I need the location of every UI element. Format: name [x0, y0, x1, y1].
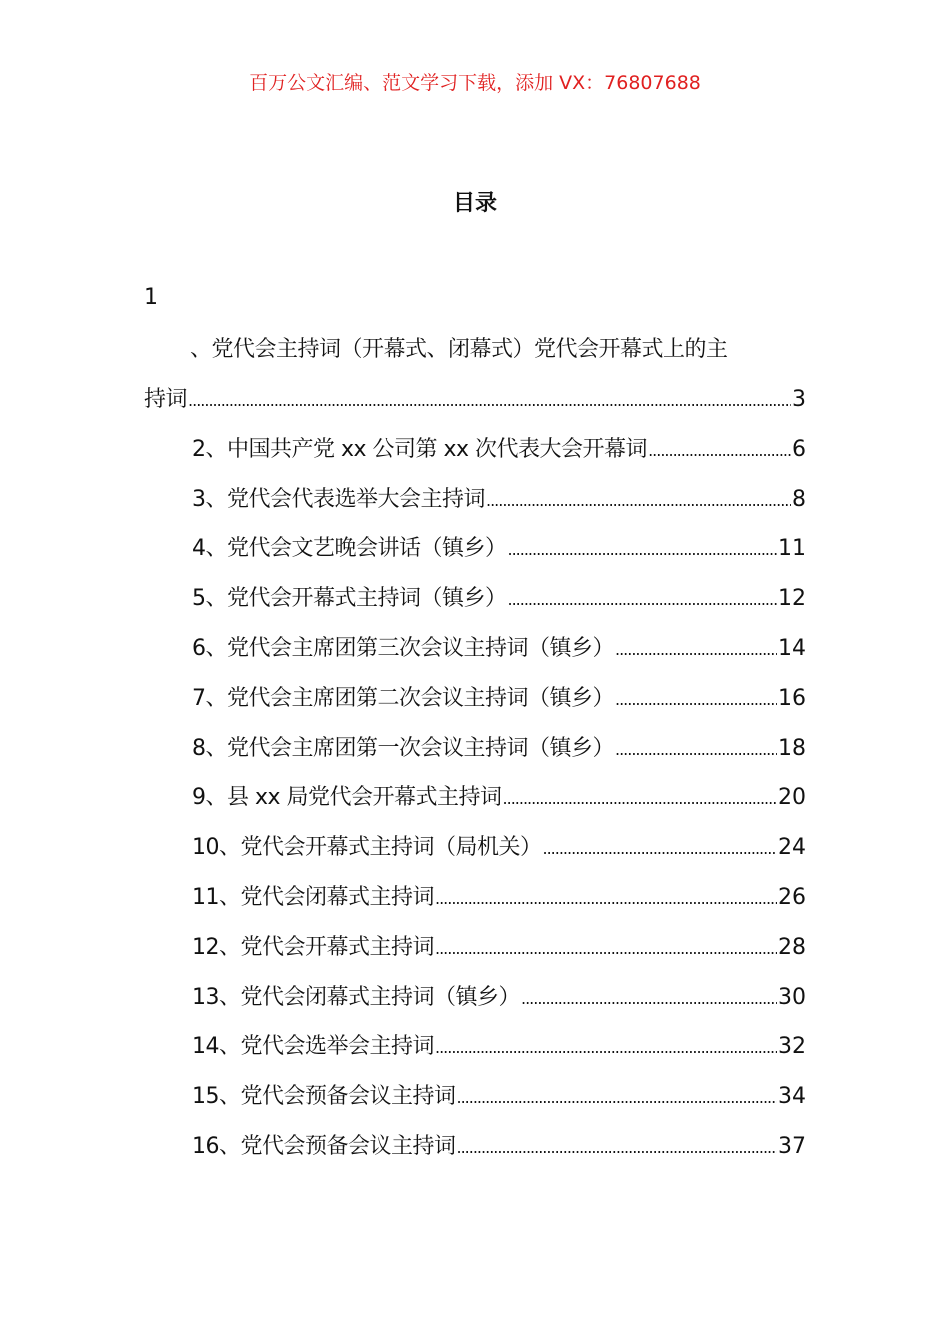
dot-leader: [457, 1081, 778, 1114]
toc-entry-page: 28: [778, 934, 806, 960]
dot-leader: [615, 683, 777, 716]
toc-entry-label: 7、党代会主席团第二次会议主持词（镇乡）: [192, 685, 614, 711]
toc-entry-9[interactable]: [144, 782, 806, 832]
toc-entry-page: 34: [778, 1084, 806, 1110]
toc-entry-14[interactable]: [144, 1031, 806, 1081]
toc-entry-page: 6: [792, 436, 806, 462]
toc-entry-label: 4、党代会文艺晚会讲话（镇乡）: [192, 536, 507, 562]
toc-entry-label: 5、党代会开幕式主持词（镇乡）: [192, 586, 507, 612]
table-of-contents: [144, 334, 806, 1181]
toc-entry-5[interactable]: [144, 583, 806, 633]
toc-entry-13[interactable]: [144, 982, 806, 1032]
dot-leader: [188, 384, 791, 417]
dot-leader: [521, 982, 777, 1015]
toc-entry-page: 18: [778, 735, 806, 761]
toc-entry-page: 20: [778, 785, 806, 811]
toc-entry-page: 37: [778, 1133, 806, 1159]
toc-entry-16[interactable]: [144, 1131, 806, 1181]
toc-entry-10[interactable]: [144, 832, 806, 882]
toc-entry-page: 24: [778, 835, 806, 861]
dot-leader: [543, 832, 778, 865]
toc-entry-page: 32: [778, 1034, 806, 1060]
toc-entry-1-number: 1: [144, 285, 158, 310]
toc-entry-label: 2、中国共产党 xx 公司第 xx 次代表大会开幕词: [192, 436, 648, 462]
dot-leader: [508, 533, 778, 566]
toc-entry-label: 8、党代会主席团第一次会议主持词（镇乡）: [192, 735, 614, 761]
toc-entry-8[interactable]: [144, 733, 806, 783]
dot-leader: [615, 633, 777, 666]
toc-entry-label: 16、党代会预备会议主持词: [192, 1133, 456, 1159]
dot-leader: [435, 1031, 777, 1064]
toc-entry-3[interactable]: [144, 484, 806, 534]
toc-entry-label: 9、县 xx 局党代会开幕式主持词: [192, 785, 502, 811]
toc-entry-label: 3、党代会代表选举大会主持词: [192, 486, 485, 512]
watermark-header: 百万公文汇编、范文学习下载，添加 VX：76807688: [249, 72, 701, 94]
toc-entry-page: 14: [778, 635, 806, 661]
toc-entry-4[interactable]: [144, 533, 806, 583]
toc-entry-label: 持词: [144, 387, 188, 412]
toc-entry-15[interactable]: [144, 1081, 806, 1131]
toc-entry-page: 11: [778, 536, 806, 562]
toc-entry-11[interactable]: [144, 882, 806, 932]
toc-entry-label: 12、党代会开幕式主持词: [192, 934, 434, 960]
toc-entry-label: 11、党代会闭幕式主持词: [192, 884, 434, 910]
toc-entry-label: 13、党代会闭幕式主持词（镇乡）: [192, 984, 520, 1010]
dot-leader: [508, 583, 778, 616]
toc-entry-label: 14、党代会选举会主持词: [192, 1034, 434, 1060]
toc-entry-1-line1: 、党代会主持词（开幕式、闭幕式）党代会开幕式上的主: [190, 337, 728, 362]
toc-entry-page: 3: [792, 387, 806, 412]
dot-leader: [486, 484, 791, 517]
page-title: 目录: [452, 191, 497, 216]
toc-entry-2[interactable]: [144, 434, 806, 484]
dot-leader: [457, 1131, 778, 1164]
toc-entry-label: 15、党代会预备会议主持词: [192, 1084, 456, 1110]
toc-entry-page: 30: [778, 984, 806, 1010]
toc-entry-1[interactable]: [144, 384, 806, 434]
dot-leader: [435, 932, 777, 965]
toc-entry-7[interactable]: [144, 683, 806, 733]
toc-entry-page: 8: [792, 486, 806, 512]
toc-entry-label: 10、党代会开幕式主持词（局机关）: [192, 835, 542, 861]
dot-leader: [435, 882, 777, 915]
dot-leader: [615, 733, 777, 766]
toc-entry-12[interactable]: [144, 932, 806, 982]
toc-entry-6[interactable]: [144, 633, 806, 683]
dot-leader: [503, 782, 777, 815]
toc-entry-label: 6、党代会主席团第三次会议主持词（镇乡）: [192, 635, 614, 661]
dot-leader: [648, 434, 791, 467]
toc-entry-page: 26: [778, 884, 806, 910]
toc-entry-page: 12: [778, 586, 806, 612]
toc-entry-page: 16: [778, 685, 806, 711]
